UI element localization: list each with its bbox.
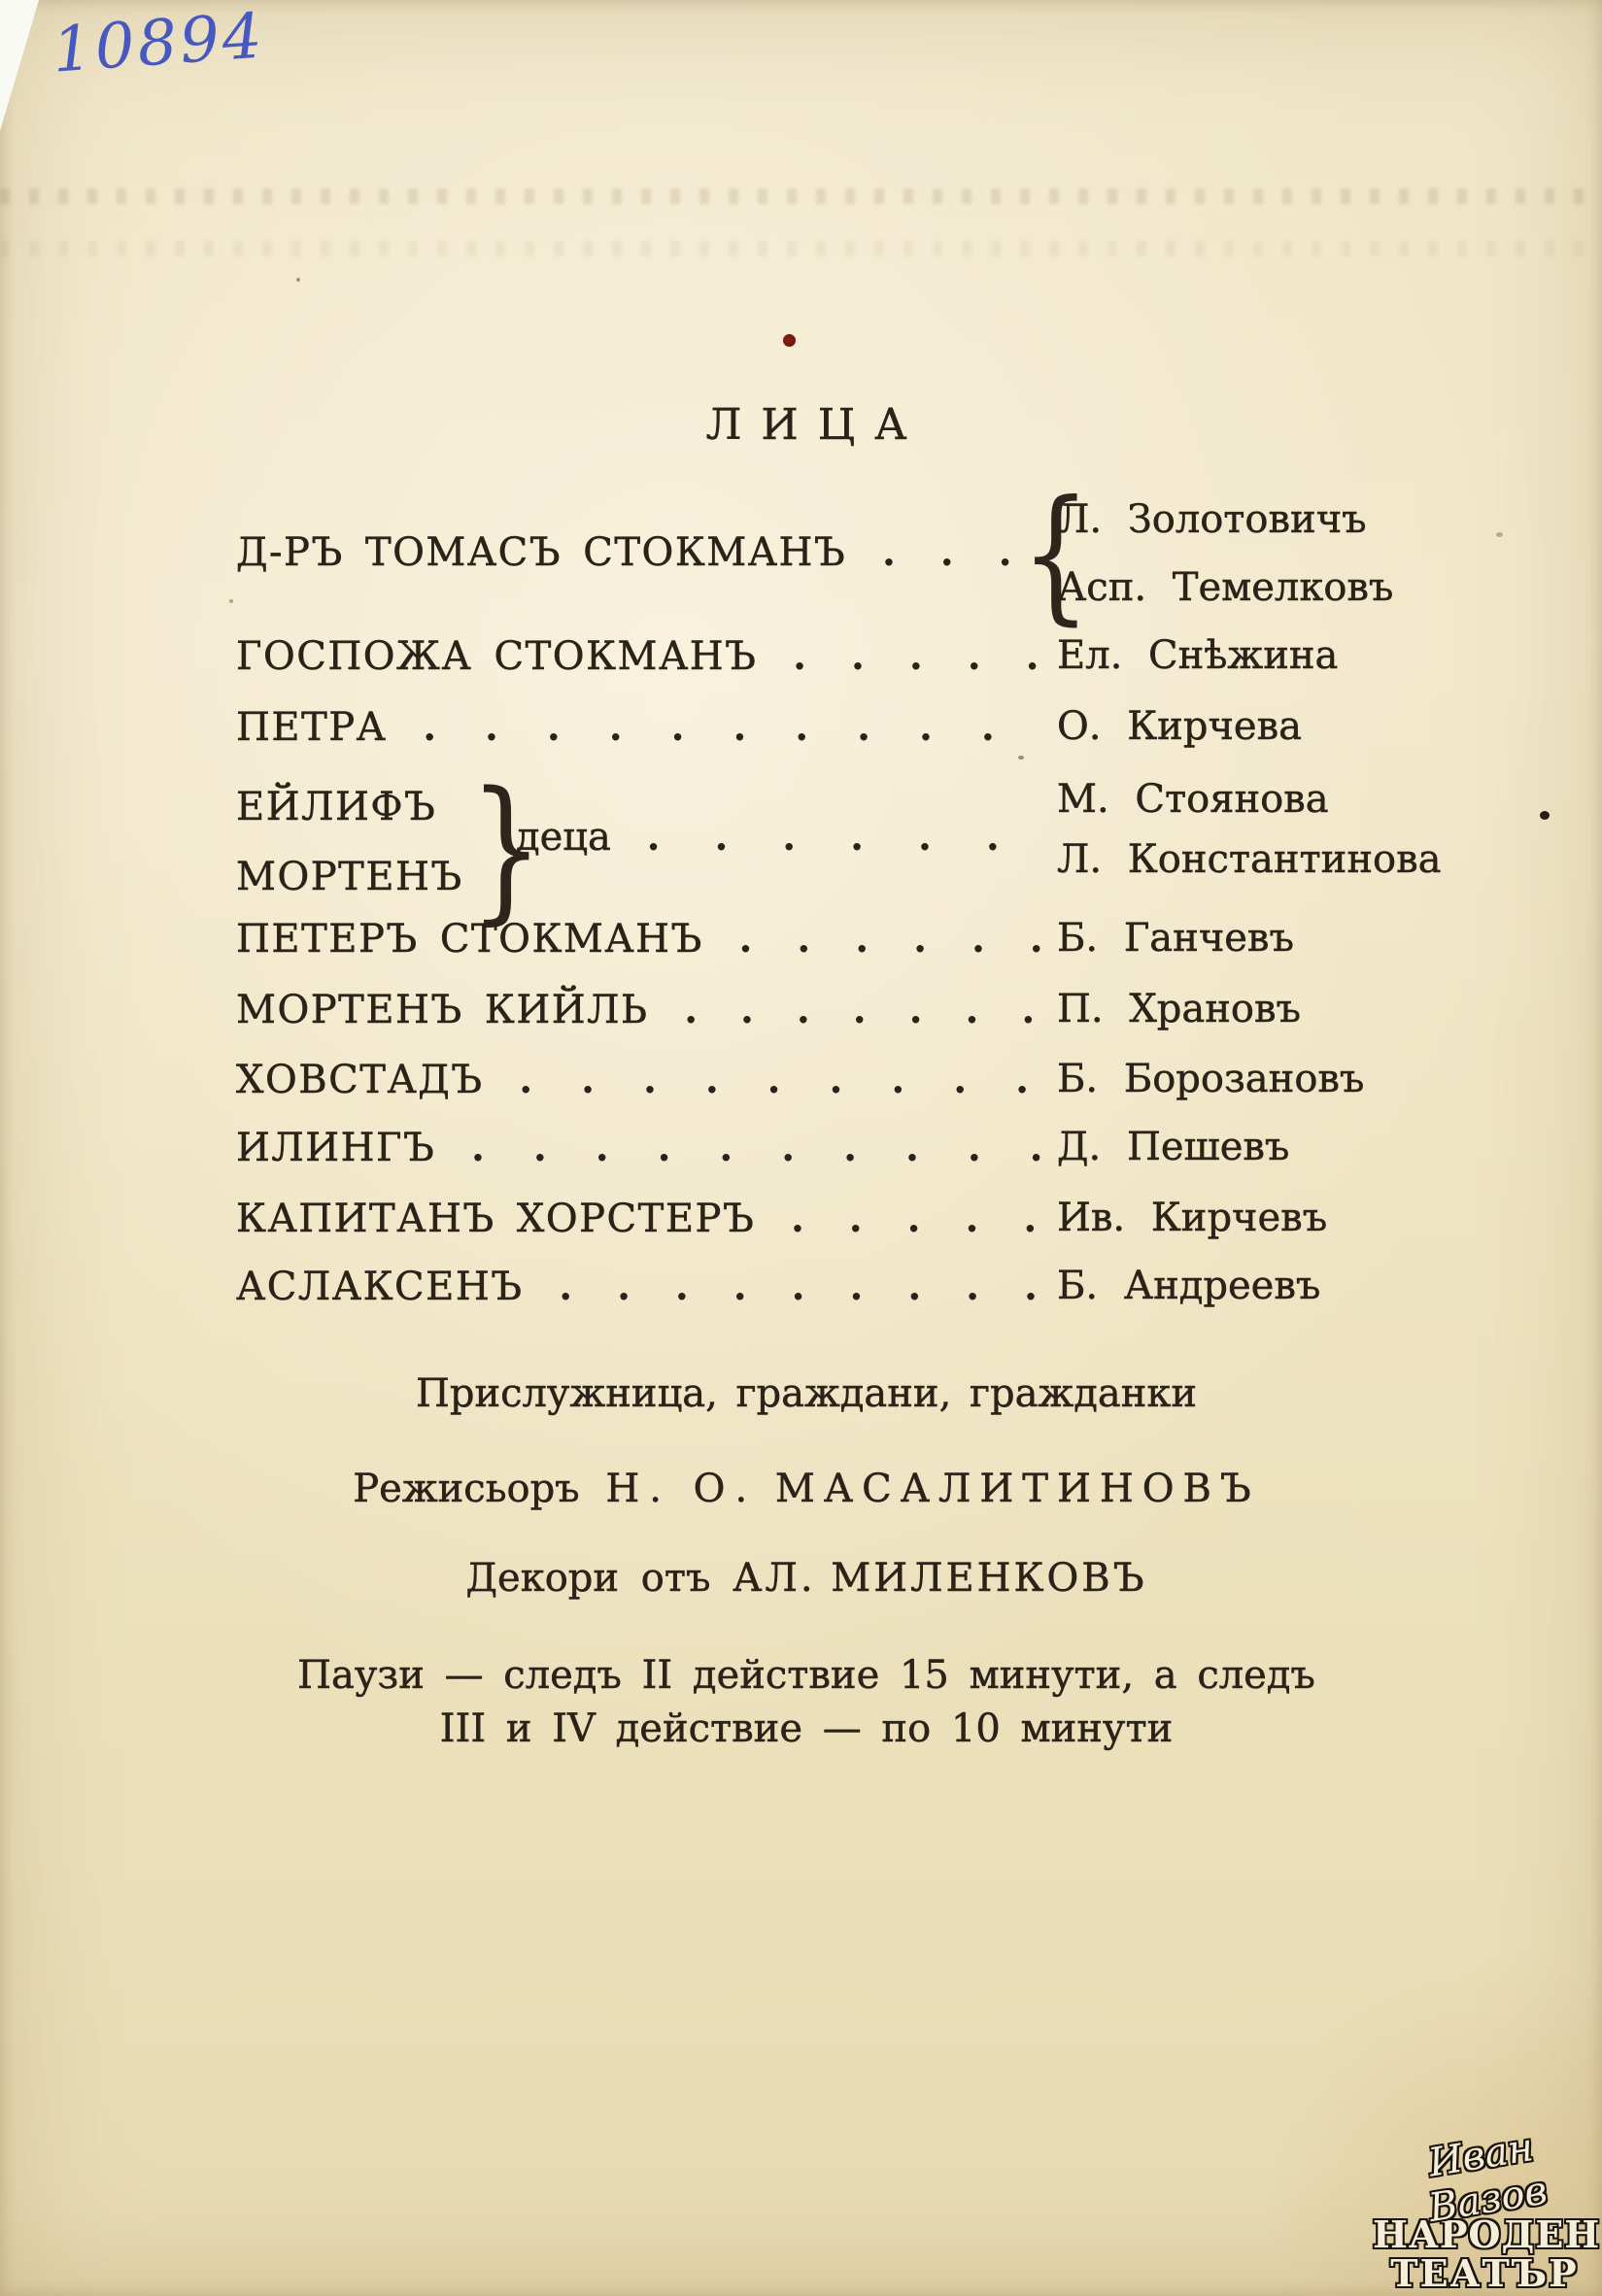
role-name: ГОСПОЖА СТОКМАНЪ [236,634,758,679]
actor-name: Ив. Кирчевъ [1057,1196,1328,1240]
role-name: ЕЙЛИФЪ [236,785,437,829]
stamp-title-line2: ТЕАТЪР [1390,2251,1579,2295]
actor-name: Л. Золотовичъ [1057,497,1367,542]
role-name: ПЕТРА [236,705,388,750]
ink-speck-black [1540,811,1550,820]
role-name: Д-РЪ ТОМАСЪ СТОКМАНЪ [236,530,847,575]
actor-name: Б. Андреевъ [1057,1264,1321,1308]
role-name: ИЛИНГЪ [236,1126,436,1170]
cast-row [236,1057,1365,1102]
actor-name: П. Храновъ [1057,987,1301,1031]
pause-note-line2: III и IV действие — по 10 минути [439,1706,1174,1751]
dot-leader: . . . . . . . . . . [423,704,996,750]
dot-leader: . . . . . [790,1196,1039,1241]
director-line [0,1467,1602,1511]
cast-row [236,916,1294,962]
decor-name: АЛ. МИЛЕНКОВЪ [733,1556,1147,1601]
dot-leader: . . . . . . [646,814,1001,860]
group-label: деца [516,815,611,860]
scan-edge-artifact [0,0,39,131]
director-name: МАСАЛИТИНОВЪ [774,1467,1260,1511]
cast-row [236,987,1301,1032]
role-name: МОРТЕНЪ КИЙЛЬ [236,988,649,1032]
paper-speck [1496,532,1503,537]
paper-speck [229,599,233,603]
stamp-title-line1: НАРОДЕН [1373,2212,1601,2256]
role-name: ПЕТЕРЪ СТОКМАНЪ [236,917,703,962]
role-name: КАПИТАНЪ ХОРСТЕРЪ [236,1197,756,1241]
actor-name: О. Кирчева [1057,704,1302,749]
bleed-through-band [0,241,1602,256]
closing-brace: } [469,758,544,939]
actor-name: Л. Константинова [1057,837,1442,882]
director-initials: Н. О. [605,1467,758,1511]
inventory-number: 10894 [50,0,267,87]
page-title: ЛИЦА [705,400,927,450]
opening-brace: { [1021,470,1091,639]
actor-name: Д. Пешевъ [1057,1125,1290,1169]
decor-prefix: Декори отъ [465,1556,711,1601]
cast-row [236,1125,1290,1170]
dot-leader: . . . . . . [738,916,1044,962]
paper-speck [1018,756,1024,760]
dot-leader: . . . . . . . [684,987,1037,1032]
decor-line [0,1556,1602,1601]
role-name: АСЛАКСЕНЪ [236,1265,524,1309]
cast-row [236,1196,1328,1241]
stamp-signature: Иван Вазов [1425,2125,1551,2232]
actor-name: Б. Борозановъ [1057,1057,1365,1101]
actor-name: М. Стоянова [1057,777,1329,822]
dot-leader: . . . . . . . . . [559,1264,1039,1309]
dot-leader: . . . . . . . . . [519,1057,1031,1102]
cast-row [236,1264,1321,1309]
dot-leader: . . . . . . . . . . [471,1125,1044,1170]
actor-name: Ел. Снѣжина [1057,633,1339,678]
role-name: ХОВСТАДЪ [236,1058,484,1102]
paper-speck [296,278,300,282]
dot-leader: . . . [881,529,1013,575]
role-name: МОРТЕНЪ [236,855,463,899]
pause-note-line1: Паузи — следъ II действие 15 минути, а следъ [297,1653,1315,1698]
cast-row [236,633,1339,679]
actor-name: Асп. Темелковъ [1057,565,1394,610]
actor-name: Б. Ганчевъ [1057,916,1294,961]
national-theatre-stamp [1373,2125,1601,2295]
extras-line: Прислужница, граждани, гражданки [415,1371,1198,1416]
ink-speck-red [783,334,796,347]
cast-row [236,704,1302,750]
bleed-through-band [0,188,1602,204]
cast-row [236,470,1394,639]
director-label: Режисьоръ [353,1467,580,1511]
dot-leader: . . . . . [793,633,1040,679]
